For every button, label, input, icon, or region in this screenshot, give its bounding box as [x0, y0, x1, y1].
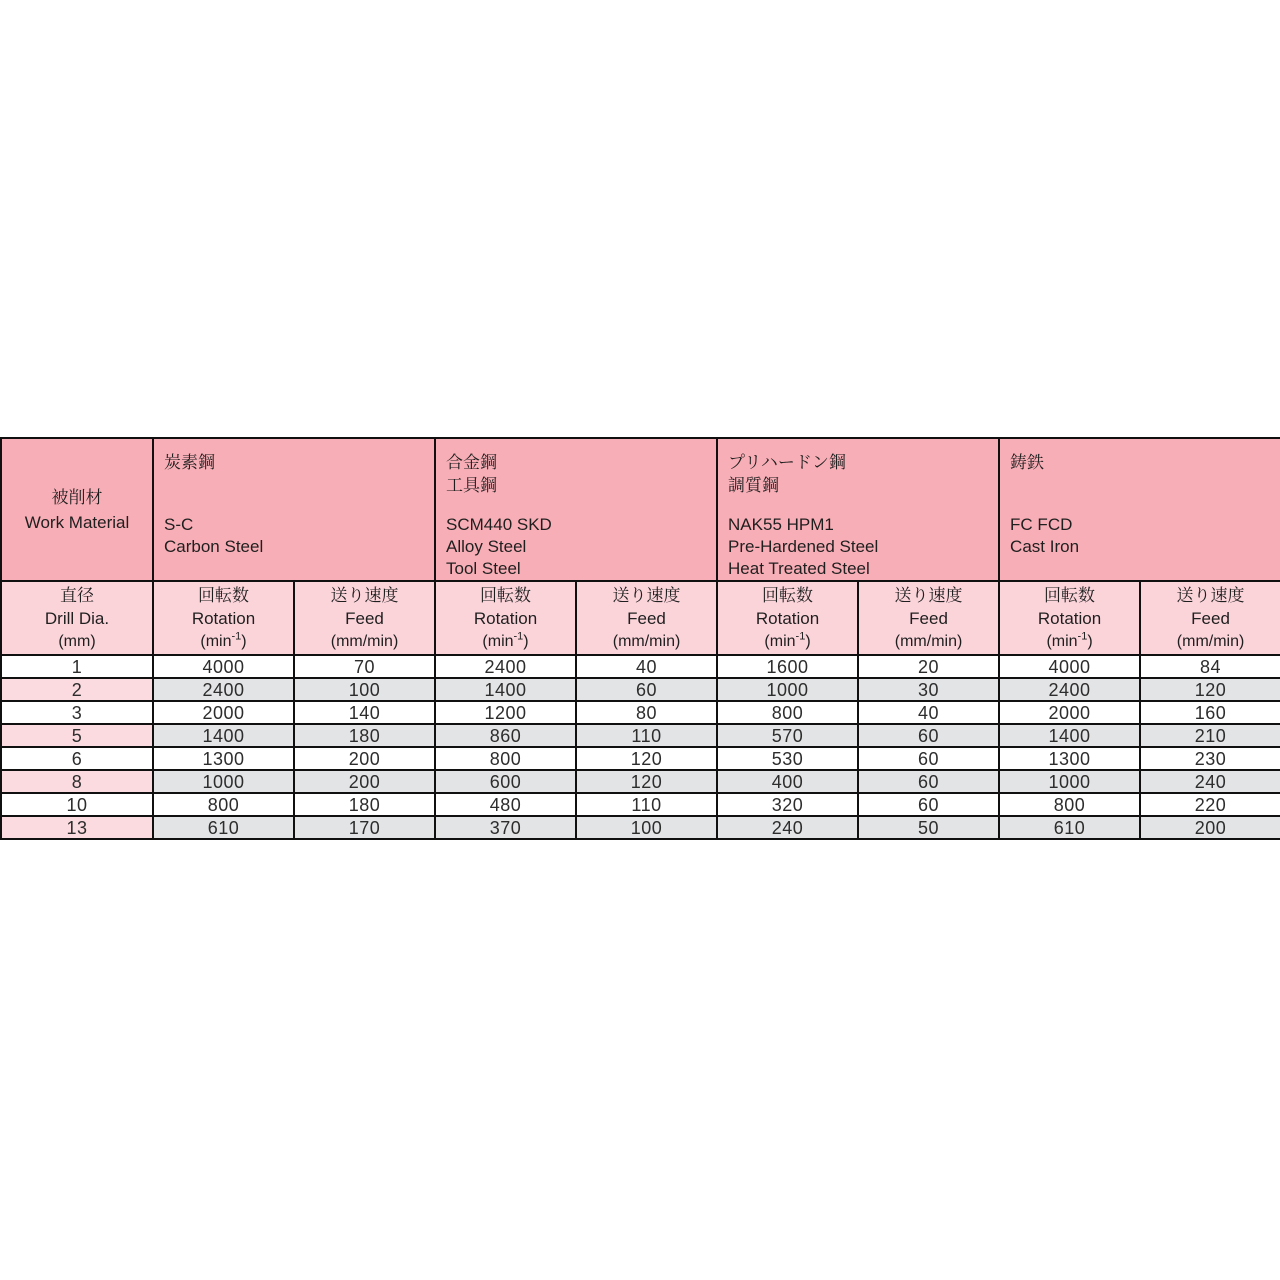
- feed-value-cell: 210: [1140, 724, 1280, 747]
- feed-header-en: Feed: [627, 608, 666, 628]
- rotation-value-cell: 1400: [435, 678, 576, 701]
- table-row: [1, 747, 1280, 770]
- rotation-header-unit: [1000, 630, 1139, 653]
- rotation-value-cell: 370: [435, 816, 576, 839]
- feed-header-unit: (mm/min): [1176, 632, 1245, 650]
- rotation-value-cell: 1600: [717, 655, 858, 678]
- feed-header: [294, 581, 435, 655]
- feed-header-en: Feed: [345, 608, 384, 628]
- rotation-header-jp: 回転数: [198, 585, 249, 605]
- rotation-value-cell: 2000: [153, 701, 294, 724]
- drill-dia-cell: 13: [1, 816, 153, 839]
- material-name-jp-line: 工具鋼: [446, 476, 498, 495]
- rotation-unit-sup: -1: [513, 630, 524, 643]
- drill-dia-cell: 8: [1, 770, 153, 793]
- drill-dia-header-jp: 直径: [60, 585, 94, 605]
- rotation-value-cell: 4000: [999, 655, 1140, 678]
- material-name-jp-line: 合金鋼: [446, 453, 498, 472]
- feed-header-jp: 送り速度: [612, 585, 681, 605]
- feed-value-cell: 20: [858, 655, 999, 678]
- rotation-header-jp: 回転数: [480, 585, 532, 605]
- rotation-value-cell: 1400: [999, 724, 1140, 747]
- rotation-unit-sup: -1: [231, 630, 242, 643]
- drill-dia-header-unit: (mm): [58, 632, 96, 650]
- rotation-header-en: Rotation: [1037, 608, 1102, 628]
- table-row: [1, 701, 1280, 724]
- feed-header-unit: (mm/min): [894, 632, 963, 650]
- feed-value-cell: 40: [858, 701, 999, 724]
- material-name-jp-line: 鋳鉄: [1010, 453, 1045, 472]
- feed-value-cell: 60: [858, 770, 999, 793]
- feed-value-cell: 40: [576, 655, 717, 678]
- work-material-header: [1, 438, 153, 581]
- rotation-value-cell: 800: [717, 701, 858, 724]
- rotation-unit-suffix: ): [805, 632, 811, 650]
- rotation-header: [153, 581, 294, 655]
- rotation-header-en: Rotation: [191, 608, 256, 628]
- drill-dia-cell: 3: [1, 701, 153, 724]
- feed-value-cell: 60: [858, 747, 999, 770]
- rotation-unit-prefix: (min: [200, 632, 232, 650]
- drill-dia-header: [1, 581, 153, 655]
- rotation-value-cell: 610: [999, 816, 1140, 839]
- rotation-unit-suffix: ): [1087, 632, 1093, 650]
- table-row: [1, 793, 1280, 816]
- rotation-value-cell: 1000: [153, 770, 294, 793]
- drill-dia-header-en: Drill Dia.: [44, 608, 110, 628]
- feed-header-unit: (mm/min): [612, 632, 681, 650]
- material-name-en-line: FC FCD: [1010, 515, 1073, 534]
- rotation-unit-prefix: (min: [482, 632, 514, 650]
- material-name-jp-line: 調質鋼: [728, 476, 780, 495]
- table-row: [1, 655, 1280, 678]
- drill-dia-cell: 10: [1, 793, 153, 816]
- feed-header: [1140, 581, 1280, 655]
- material-name-en-line: Tool Steel: [446, 559, 521, 578]
- feed-value-cell: 120: [1140, 678, 1280, 701]
- feed-value-cell: 84: [1140, 655, 1280, 678]
- feed-header: [858, 581, 999, 655]
- material-group-row: [1, 438, 1280, 581]
- rotation-value-cell: 800: [153, 793, 294, 816]
- table-row: [1, 770, 1280, 793]
- rotation-header-jp: 回転数: [762, 585, 814, 605]
- rotation-value-cell: 1000: [999, 770, 1140, 793]
- feed-value-cell: 140: [294, 701, 435, 724]
- rotation-value-cell: 570: [717, 724, 858, 747]
- rotation-unit-suffix: ): [241, 632, 247, 650]
- rotation-unit-prefix: (min: [1046, 632, 1078, 650]
- rotation-value-cell: 2400: [153, 678, 294, 701]
- drill-dia-cell: 1: [1, 655, 153, 678]
- drilling-conditions-table: [0, 437, 1280, 840]
- rotation-value-cell: 600: [435, 770, 576, 793]
- feed-value-cell: 100: [294, 678, 435, 701]
- feed-header-en: Feed: [909, 608, 948, 628]
- table-row: [1, 816, 1280, 839]
- work-material-jp: 被削材: [51, 487, 103, 507]
- material-name-en-block: [446, 514, 710, 580]
- rotation-unit-suffix: ): [523, 632, 529, 650]
- material-name-en-line: Pre-Hardened Steel: [728, 537, 879, 556]
- rotation-value-cell: 2400: [435, 655, 576, 678]
- rotation-value-cell: 4000: [153, 655, 294, 678]
- material-name-jp-block: [728, 451, 992, 514]
- feed-value-cell: 240: [1140, 770, 1280, 793]
- rotation-header: [435, 581, 576, 655]
- work-material-en: Work Material: [24, 512, 130, 532]
- feed-header-jp: 送り速度: [330, 585, 399, 605]
- rotation-header-en: Rotation: [473, 608, 538, 628]
- material-name-en-line: Alloy Steel: [446, 537, 527, 556]
- rotation-value-cell: 240: [717, 816, 858, 839]
- rotation-value-cell: 1200: [435, 701, 576, 724]
- feed-value-cell: 60: [858, 724, 999, 747]
- material-name-en-block: [164, 514, 428, 558]
- table-row: [1, 678, 1280, 701]
- rotation-value-cell: 1400: [153, 724, 294, 747]
- feed-header-jp: 送り速度: [1176, 585, 1245, 605]
- rotation-unit-sup: -1: [795, 630, 806, 643]
- rotation-value-cell: 1000: [717, 678, 858, 701]
- material-name-en-line: Carbon Steel: [164, 537, 264, 556]
- drill-dia-cell: 5: [1, 724, 153, 747]
- material-name-en-line: NAK55 HPM1: [728, 515, 834, 534]
- feed-value-cell: 100: [576, 816, 717, 839]
- material-name-en-line: SCM440 SKD: [446, 515, 552, 534]
- feed-value-cell: 200: [294, 770, 435, 793]
- rotation-header-unit: [718, 630, 857, 653]
- feed-header-jp: 送り速度: [894, 585, 963, 605]
- feed-value-cell: 180: [294, 793, 435, 816]
- feed-header-unit: (mm/min): [330, 632, 399, 650]
- rotation-value-cell: 400: [717, 770, 858, 793]
- material-name-jp-block: [164, 451, 428, 514]
- rotation-header-jp: 回転数: [1044, 585, 1096, 605]
- material-name-en-block: [1010, 514, 1274, 558]
- feed-value-cell: 200: [294, 747, 435, 770]
- column-header-row: [1, 581, 1280, 655]
- feed-value-cell: 80: [576, 701, 717, 724]
- feed-value-cell: 110: [576, 724, 717, 747]
- feed-value-cell: 160: [1140, 701, 1280, 724]
- feed-value-cell: 120: [576, 770, 717, 793]
- rotation-unit-prefix: (min: [764, 632, 796, 650]
- drill-dia-cell: 6: [1, 747, 153, 770]
- material-name-en-line: S-C: [164, 515, 194, 534]
- material-group-header: [999, 438, 1280, 581]
- rotation-value-cell: 800: [999, 793, 1140, 816]
- feed-value-cell: 230: [1140, 747, 1280, 770]
- feed-value-cell: 200: [1140, 816, 1280, 839]
- table-row: [1, 724, 1280, 747]
- rotation-value-cell: 610: [153, 816, 294, 839]
- rotation-value-cell: 800: [435, 747, 576, 770]
- rotation-value-cell: 2000: [999, 701, 1140, 724]
- feed-header: [576, 581, 717, 655]
- rotation-header: [999, 581, 1140, 655]
- rotation-value-cell: 530: [717, 747, 858, 770]
- rotation-value-cell: 320: [717, 793, 858, 816]
- rotation-value-cell: 2400: [999, 678, 1140, 701]
- material-name-jp-block: [446, 451, 710, 514]
- material-name-en-line: Heat Treated Steel: [728, 559, 870, 578]
- material-name-jp-line: プリハードン鋼: [728, 453, 846, 472]
- feed-value-cell: 30: [858, 678, 999, 701]
- rotation-header-unit: [436, 630, 575, 653]
- feed-header-en: Feed: [1191, 608, 1230, 628]
- material-name-en-block: [728, 514, 992, 580]
- feed-value-cell: 110: [576, 793, 717, 816]
- feed-value-cell: 180: [294, 724, 435, 747]
- rotation-header-en: Rotation: [755, 608, 820, 628]
- material-group-header: [717, 438, 999, 581]
- rotation-value-cell: 480: [435, 793, 576, 816]
- material-name-en-line: Cast Iron: [1010, 537, 1080, 556]
- feed-value-cell: 60: [576, 678, 717, 701]
- rotation-value-cell: 1300: [153, 747, 294, 770]
- material-group-header: [435, 438, 717, 581]
- material-group-header: [153, 438, 435, 581]
- rotation-unit-sup: -1: [1077, 630, 1088, 643]
- feed-value-cell: 50: [858, 816, 999, 839]
- feed-value-cell: 220: [1140, 793, 1280, 816]
- feed-value-cell: 70: [294, 655, 435, 678]
- material-name-jp-line: 炭素鋼: [164, 453, 215, 472]
- rotation-header-unit: [154, 630, 293, 653]
- rotation-value-cell: 860: [435, 724, 576, 747]
- feed-value-cell: 170: [294, 816, 435, 839]
- drill-dia-cell: 2: [1, 678, 153, 701]
- material-name-jp-block: [1010, 451, 1274, 514]
- feed-value-cell: 60: [858, 793, 999, 816]
- rotation-header: [717, 581, 858, 655]
- rotation-value-cell: 1300: [999, 747, 1140, 770]
- feed-value-cell: 120: [576, 747, 717, 770]
